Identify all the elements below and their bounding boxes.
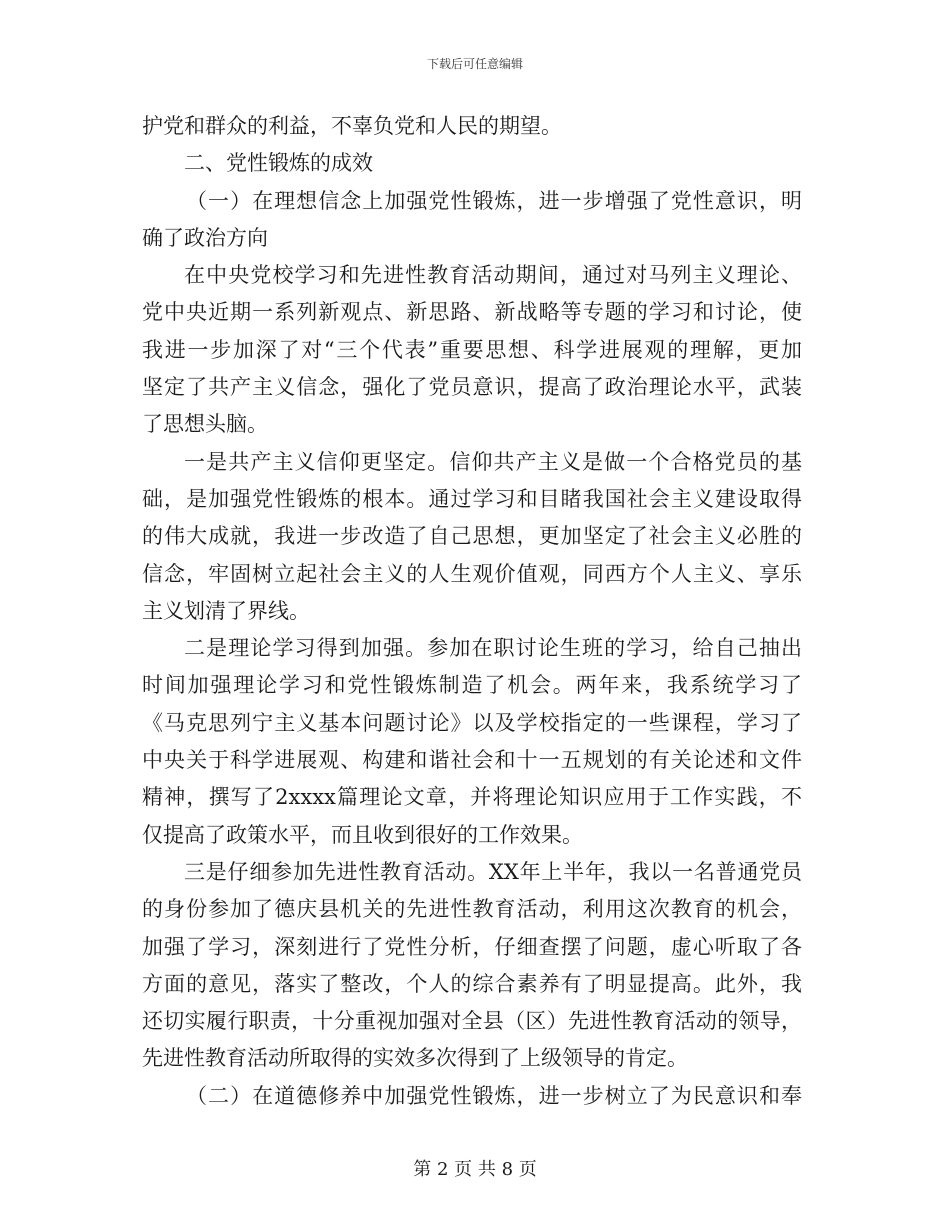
paragraph-line: 了思想头脑。: [142, 412, 268, 437]
paragraph-line: 先进性教育活动所取得的实效多次得到了上级领导的肯定。: [142, 1046, 688, 1071]
paragraph-line: 还切实履行职责，十分重视加强对全县（区）先进性教育活动的领导，: [142, 1009, 802, 1034]
page-footer: 第 2 页 共 8 页: [413, 1159, 537, 1180]
text-line: 护党和群众的利益，不辜负党和人民的期望。: [142, 114, 562, 138]
paragraph-line: 二是理论学习得到加强。参加在职讨论生班的学习，给自己抽出: [184, 636, 802, 661]
paragraph-line: 的伟大成就，我进一步改造了自己思想，更加坚定了社会主义必胜的: [142, 524, 802, 549]
paragraph-line: 在中央党校学习和先进性教育活动期间，通过对马列主义理论、: [184, 263, 802, 288]
paragraph-line: 方面的意见，落实了整改，个人的综合素养有了明显提高。此外，我: [142, 971, 802, 996]
section-heading: 二、党性锻炼的成效: [184, 151, 373, 176]
paragraph-line: 时间加强理论学习和党性锻炼制造了机会。两年来，我系统学习了: [142, 673, 802, 698]
paragraph-line: 础，是加强党性锻炼的根本。通过学习和目睹我国社会主义建设取得: [142, 486, 802, 511]
paragraph-line: 《马克思列宁主义基本问题讨论》以及学校指定的一些课程，学习了: [142, 710, 802, 735]
subsection-heading-cont: 确了政治方向: [142, 225, 268, 250]
paragraph-line: 中央关于科学进展观、构建和谐社会和十一五规划的有关论述和文件: [142, 748, 802, 773]
paragraph-line: 的身份参加了德庆县机关的先进性教育活动，利用这次教育的机会，: [142, 897, 802, 922]
paragraph-line: 加强了学习，深刻进行了党性分析，仔细查摆了问题，虚心听取了各: [142, 934, 802, 959]
paragraph-line: 三是仔细参加先进性教育活动。XX年上半年，我以一名普通党员: [184, 859, 802, 884]
paragraph-line: 信念，牢固树立起社会主义的人生观价值观，同西方个人主义、享乐: [142, 561, 802, 586]
paragraph-line: 一是共产主义信仰更坚定。信仰共产主义是做一个合格党员的基: [184, 449, 802, 474]
subsection-heading: （一）在理想信念上加强党性锻炼，进一步增强了党性意识，明: [186, 188, 802, 213]
paragraph-line: 仅提高了政策水平，而且收到很好的工作效果。: [142, 822, 583, 847]
paragraph-line: 党中央近期一系列新观点、新思路、新战略等专题的学习和讨论，使: [142, 300, 802, 325]
paragraph-line: 主义划清了界线。: [142, 598, 310, 623]
paragraph-line: 精神，撰写了2xxxx篇理论文章，并将理论知识应用于工作实践，不: [142, 785, 802, 810]
paragraph-line: 坚定了共产主义信念，强化了党员意识，提高了政治理论水平，武装: [142, 375, 802, 400]
page-header: 下载后可任意编辑: [426, 57, 523, 71]
subsection-heading: （二）在道德修养中加强党性锻炼，进一步树立了为民意识和奉: [186, 1083, 802, 1108]
document-body: [142, 108, 802, 1115]
paragraph-line: 我进一步加深了对“三个代表”重要思想、科学进展观的理解，更加: [142, 337, 802, 362]
